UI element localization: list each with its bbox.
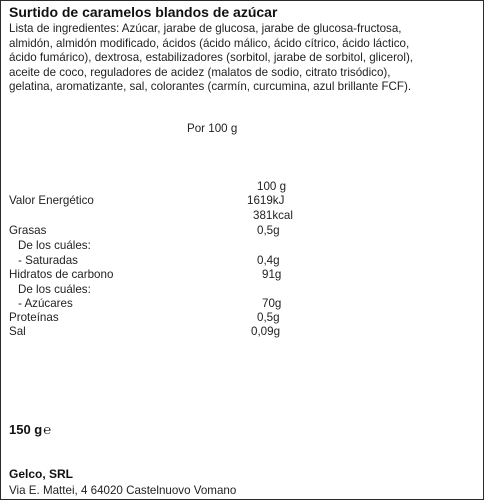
energy-kj-value: 1619kJ (247, 194, 285, 207)
carbs-label: Hidratos de carbono (9, 268, 114, 281)
energy-label: Valor Energético (9, 194, 94, 207)
fat-of-which-label: De los cuáles: (18, 239, 91, 252)
product-title: Surtido de caramelos blandos de azúcar (9, 4, 278, 20)
manufacturer-name: Gelco, SRL (9, 467, 74, 481)
nutrition-header: Por 100 g (187, 122, 238, 135)
sugars-value: 70g (262, 297, 282, 310)
protein-value: 0,5g (257, 311, 280, 324)
carbs-value: 91g (262, 268, 282, 281)
energy-kcal-value: 381kcal (253, 209, 293, 222)
ingredients-line: Lista de ingredientes: Azúcar, jarabe de glucosa, jarabe de glucosa-fructosa, (9, 22, 402, 35)
fat-label: Grasas (9, 224, 47, 237)
fat-value: 0,5g (257, 224, 280, 237)
ingredients-list (9, 22, 479, 95)
manufacturer-address: Via E. Mattei, 4 64020 Castelnuovo Vomano (9, 484, 237, 497)
salt-label: Sal (9, 325, 26, 338)
ingredients-line: gelatina, aromatizante, sal, colorantes (carmín, curcumina, azul brillante FCF). (9, 80, 412, 93)
net-weight (9, 422, 51, 437)
carbs-of-which-label: De los cuáles: (18, 283, 91, 296)
saturated-value: 0,4g (257, 254, 280, 267)
protein-label: Proteínas (9, 311, 59, 324)
ingredients-line: almidón, almidón modificado, ácidos (ácido málico, ácido cítrico, ácido láctico, (9, 36, 410, 50)
salt-value: 0,09g (251, 325, 281, 338)
sugars-label: - Azúcares (18, 297, 73, 310)
saturated-label: - Saturadas (18, 254, 78, 267)
net-weight-value: 150 g (9, 422, 43, 437)
estimated-sign-icon: ℮ (43, 422, 52, 437)
ingredients-line: ácido fumárico), dextrosa, estabilizadores (sorbitol, jarabe de sorbitol, glicerol), (9, 51, 414, 64)
ingredients-line: aceite de coco, reguladores de acidez (malatos de sodio, citrato trisódico), (9, 65, 391, 79)
per-100g-label: 100 g (257, 180, 287, 193)
